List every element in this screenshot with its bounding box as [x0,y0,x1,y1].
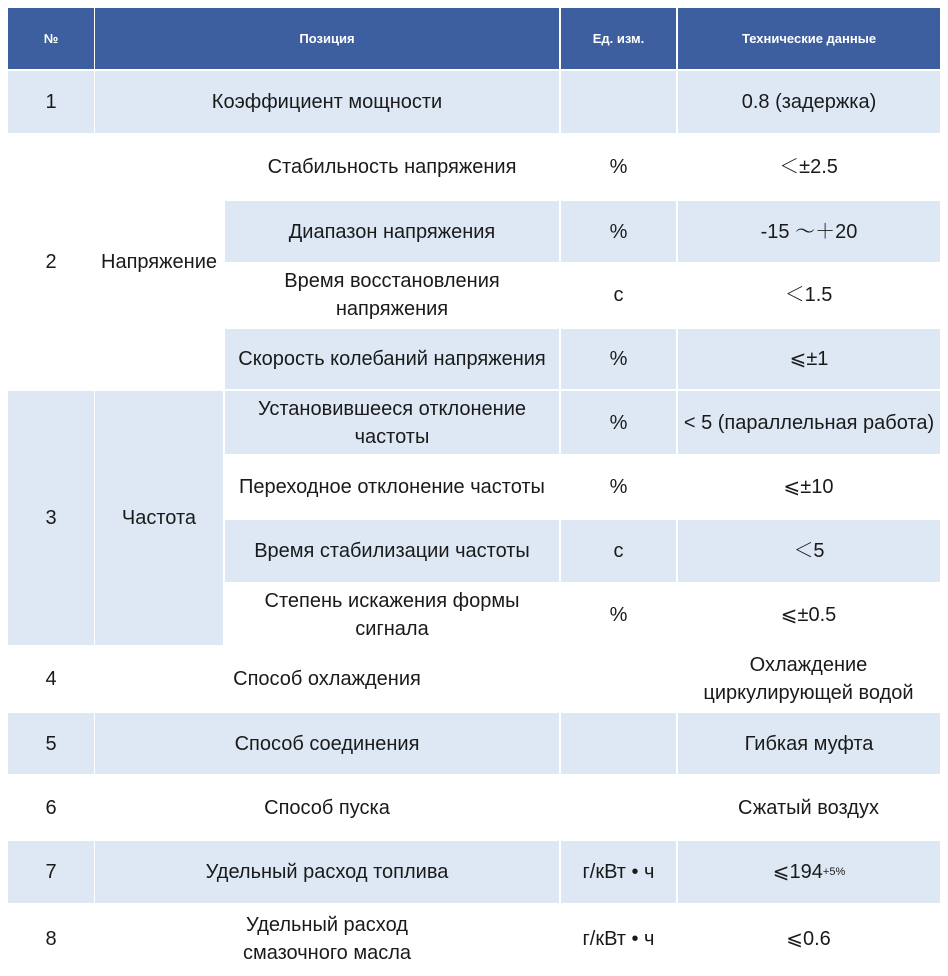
row-3-1-value: < 5 (параллельная работа) [678,391,940,454]
row-2-1-unit: % [609,156,628,178]
row-3-no: 3 [8,391,94,645]
row-3-3-position: Время стабилизации частоты [225,520,559,582]
row-2-3-position: Время восстановления напряжения [284,270,500,320]
row-2-4-position: Скорость колебаний напряжения [225,329,559,389]
row-3-4-position: Степень искажения формы сигнала [264,589,520,640]
row-8-position: Удельный расход смазочного масла [242,914,412,964]
row-2-3-value: ＜1.5 [784,284,833,306]
row-7-position: Удельный расход топлива [95,841,559,903]
header-tech: Технические данные [678,8,940,69]
row-8-no: 8 [45,928,57,950]
row-2-2-unit: % [561,201,676,262]
row-3-4-value: ⩽±0.5 [780,603,837,626]
row-4-value: Охлаждение циркулирующей водой [703,654,914,704]
row-1-position: Коэффициент мощности [95,71,559,133]
row-7-no: 7 [8,841,94,903]
row-2-4-value: ⩽±1 [678,329,940,389]
row-2-2-value: -15 ～＋20 [678,201,940,262]
row-2-1-value: ＜±2.5 [779,156,838,178]
row-7-value: ⩽194 [772,861,823,883]
header-no: № [8,8,94,69]
row-3-3-unit: с [561,520,676,582]
row-6-position: Способ пуска [264,796,390,819]
row-2-group: Напряжение [101,251,217,273]
row-6-value: Сжатый воздух [738,796,879,819]
row-5-unit [561,713,676,774]
row-3-2-position: Переходное отклонение частоты [239,476,545,498]
row-8-unit: г/кВт • ч [582,928,655,950]
row-2-2-position: Диапазон напряжения [225,201,559,262]
row-3-3-value: ＜5 [678,520,940,582]
row-4-unit [560,647,677,711]
header-position: Позиция [95,8,559,69]
row-2-1-position: Стабильность напряжения [267,156,517,178]
row-7-value-cell: ⩽194 +5% [678,841,940,903]
row-1-no: 1 [8,71,94,133]
row-1-unit [561,71,676,133]
row-5-no: 5 [8,713,94,774]
row-7-unit: г/кВт • ч [561,841,676,903]
row-3-1-unit: % [561,391,676,454]
row-3-1-position: Установившееся отклонение частоты [225,391,559,454]
row-3-group: Частота [95,391,223,645]
row-6-unit [560,776,677,839]
row-4-no: 4 [45,668,57,690]
row-2-3-unit: с [613,284,624,306]
header-unit: Ед. изм. [561,8,676,69]
row-6-no: 6 [45,796,57,819]
row-5-position: Способ соединения [95,713,559,774]
row-3-4-unit: % [609,603,628,626]
row-8-position-cell [94,905,560,973]
row-2-no: 2 [45,251,57,273]
row-8-value: ⩽0.6 [786,928,831,950]
row-5-value: Гибкая муфта [678,713,940,774]
row-3-2-value: ⩽±10 [783,476,834,498]
row-3-2-unit: % [609,476,628,498]
row-2-4-unit: % [561,329,676,389]
row-4-position: Способ охлаждения [233,668,421,690]
row-1-value: 0.8 (задержка) [678,71,940,133]
